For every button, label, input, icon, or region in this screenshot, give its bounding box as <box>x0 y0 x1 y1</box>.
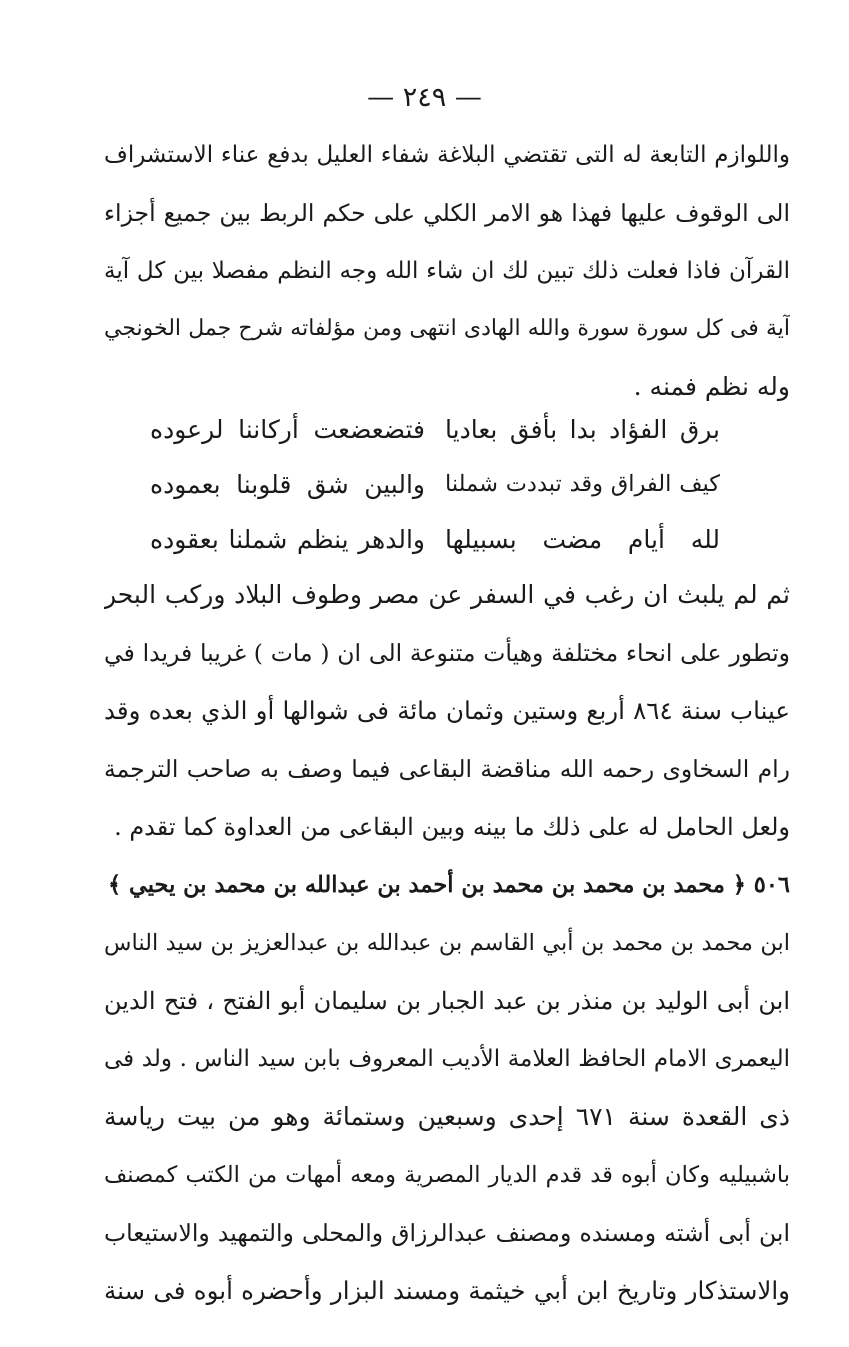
top-paragraph <box>104 126 790 416</box>
poem <box>150 402 720 567</box>
text-line: ولعل الحامل له على ذلك ما بينه وبين البقاعى من العداوة كما تقدم . <box>114 813 790 841</box>
text-line: باشبيليه وكان أبوه قد قدم الديار المصرية ومعه أمهات من الكتب كمصنف <box>104 1162 790 1188</box>
text-line: ابن أبى أشته ومسنده ومصنف عبدالرزاق والمحلى والتمهيد والاستيعاب <box>104 1219 790 1247</box>
poem-verse <box>150 402 720 457</box>
poem-first-hemistich: كيف الفراق وقد تبددت شملنا <box>445 471 720 497</box>
text-line: واللوازم التابعة له التى تقتضي البلاغة شفاء العليل بدفع عناء الاستشراف <box>104 142 790 168</box>
bottom-paragraph <box>104 566 790 1320</box>
text-line: وله نظم فمنه . <box>633 372 790 401</box>
text-line: وتطور على انحاء مختلفة وهيأت متنوعة الى ان ( مات ) غريبا فريدا في <box>104 639 790 667</box>
poem-first-hemistich: برق الفؤاد بدا بأفق بعاديا <box>445 415 720 444</box>
poem-verse <box>150 512 720 567</box>
poem-second-hemistich: فتضعضعت أركاننا لرعوده <box>150 415 425 444</box>
text-line: ذى القعدة سنة ٦٧١ إحدى وسبعين وستمائة وهو من بيت رياسة <box>104 1102 790 1131</box>
text-line: والاستذكار وتاريخ ابن أبي خيثمة ومسند البزار وأحضره أبوه فى سنة <box>104 1276 790 1305</box>
poem-verse <box>150 457 720 512</box>
text-line: الى الوقوف عليها فهذا هو الامر الكلي على حكم الربط بين جميع أجزاء <box>104 199 790 227</box>
text-line: آية فى كل سورة سورة والله الهادى انتهى ومن مؤلفاته شرح جمل الخونجي <box>104 316 790 341</box>
text-line: ابن محمد بن محمد بن أبي القاسم بن عبدالله بن عبدالعزيز بن سيد الناس <box>104 930 790 956</box>
text-line: اليعمرى الامام الحافظ العلامة الأديب المعروف بابن سيد الناس . ولد فى <box>104 1046 790 1072</box>
poem-second-hemistich: والدهر ينظم شملنا بعقوده <box>150 525 425 554</box>
poem-first-hemistich: لله أيام مضت بسبيلها <box>445 525 720 554</box>
text-line: ابن أبى الوليد بن منذر بن عبد الجبار بن سليمان أبو الفتح ، فتح الدين <box>104 987 790 1015</box>
text-line: رام السخاوى رحمه الله مناقضة البقاعى فيما وصف به صاحب الترجمة <box>104 755 790 783</box>
page-number: — ٢٤٩ — <box>367 82 482 113</box>
poem-second-hemistich: والبين شق قلوبنا بعموده <box>150 470 425 499</box>
entry-heading: ٥٠٦ ﴿ محمد بن محمد بن محمد بن أحمد بن عبدالله بن محمد بن يحيي ﴾ <box>108 872 790 898</box>
text-line: ثم لم يلبث ان رغب في السفر عن مصر وطوف البلاد وركب البحر <box>104 580 790 609</box>
text-line: القرآن فاذا فعلت ذلك تبين لك ان شاء الله وجه النظم مفصلا بين كل آية <box>104 258 790 284</box>
text-line: عيناب سنة ٨٦٤ أربع وستين وثمان مائة فى شوالها أو الذي بعده وقد <box>104 696 790 725</box>
